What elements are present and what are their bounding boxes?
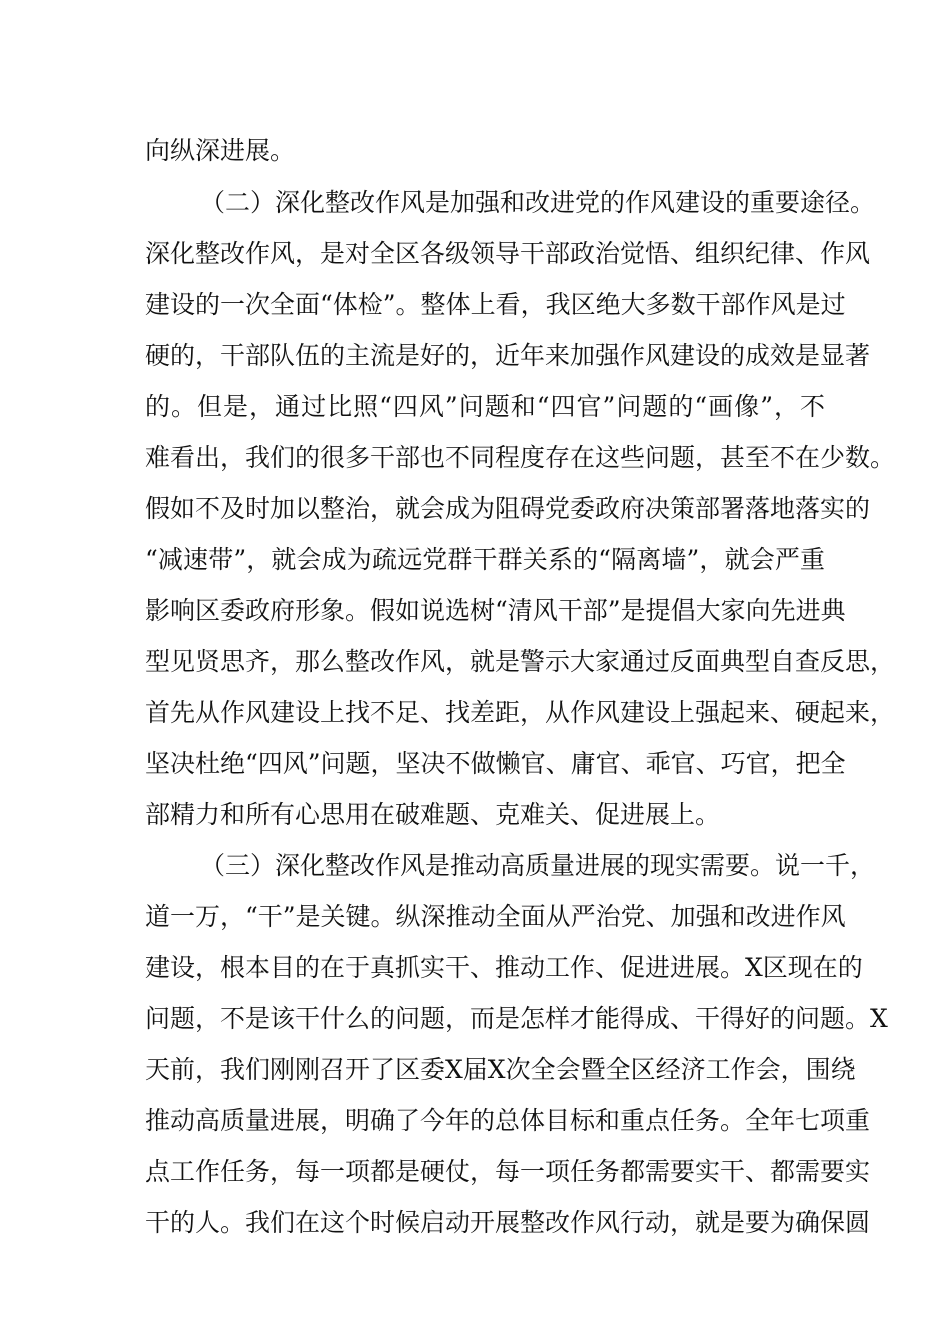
text-line: 天前，我们刚刚召开了区委X届X次全会暨全区经济工作会，围绕 bbox=[145, 1055, 856, 1084]
text-line: “减速带”，就会成为疏远党群干群关系的“隔离墙”，就会严重 bbox=[145, 545, 825, 574]
text-line: 难看出，我们的很多干部也不同程度存在这些问题，甚至不在少数。 bbox=[145, 443, 896, 472]
text-line: 问题，不是该干什么的问题，而是怎样才能得成、干得好的问题。X bbox=[145, 1004, 888, 1033]
text-line: 推动高质量进展，明确了今年的总体目标和重点任务。全年七项重 bbox=[145, 1106, 871, 1135]
text-line: 点工作任务，每一项都是硬仗，每一项任务都需要实干、都需要实 bbox=[145, 1157, 871, 1186]
text-line: 的。但是，通过比照“四风”问题和“四官”问题的“画像”，不 bbox=[145, 392, 825, 421]
text-line: 部精力和所有心思用在破难题、克难关、促进展上。 bbox=[145, 800, 721, 829]
text-line: 假如不及时加以整治，就会成为阻碍党委政府决策部署落地落实的 bbox=[145, 494, 871, 523]
text-line: 首先从作风建设上找不足、找差距，从作风建设上强起来、硬起来， bbox=[145, 698, 896, 727]
text-line: 型见贤思齐，那么整改作风，就是警示大家通过反面典型自查反思， bbox=[145, 647, 896, 676]
text-line: 道一万，“干”是关键。纵深推动全面从严治党、加强和改进作风 bbox=[145, 902, 846, 931]
text-line: 深化整改作风，是对全区各级领导干部政治觉悟、组织纪律、作风 bbox=[145, 239, 871, 268]
text-line: 硬的，干部队伍的主流是好的，近年来加强作风建设的成效是显著 bbox=[145, 341, 871, 370]
text-line: 影响区委政府形象。假如说选树“清风干部”是提倡大家向先进典 bbox=[145, 596, 846, 625]
text-line: 坚决杜绝“四风”问题，坚决不做懒官、庸官、乖官、巧官，把全 bbox=[145, 749, 846, 778]
section-heading-line: （二）深化整改作风是加强和改进党的作风建设的重要途径。 bbox=[200, 188, 876, 217]
section-heading-line: （三）深化整改作风是推动高质量进展的现实需要。说一千， bbox=[200, 851, 876, 880]
text-line: 向纵深进展。 bbox=[145, 136, 296, 165]
text-line: 干的人。我们在这个时候启动开展整改作风行动，就是要为确保圆 bbox=[145, 1208, 871, 1237]
text-line: 建设，根本目的在于真抓实干、推动工作、促进进展。X区现在的 bbox=[145, 953, 863, 982]
text-line: 建设的一次全面“体检”。整体上看，我区绝大多数干部作风是过 bbox=[145, 290, 846, 319]
